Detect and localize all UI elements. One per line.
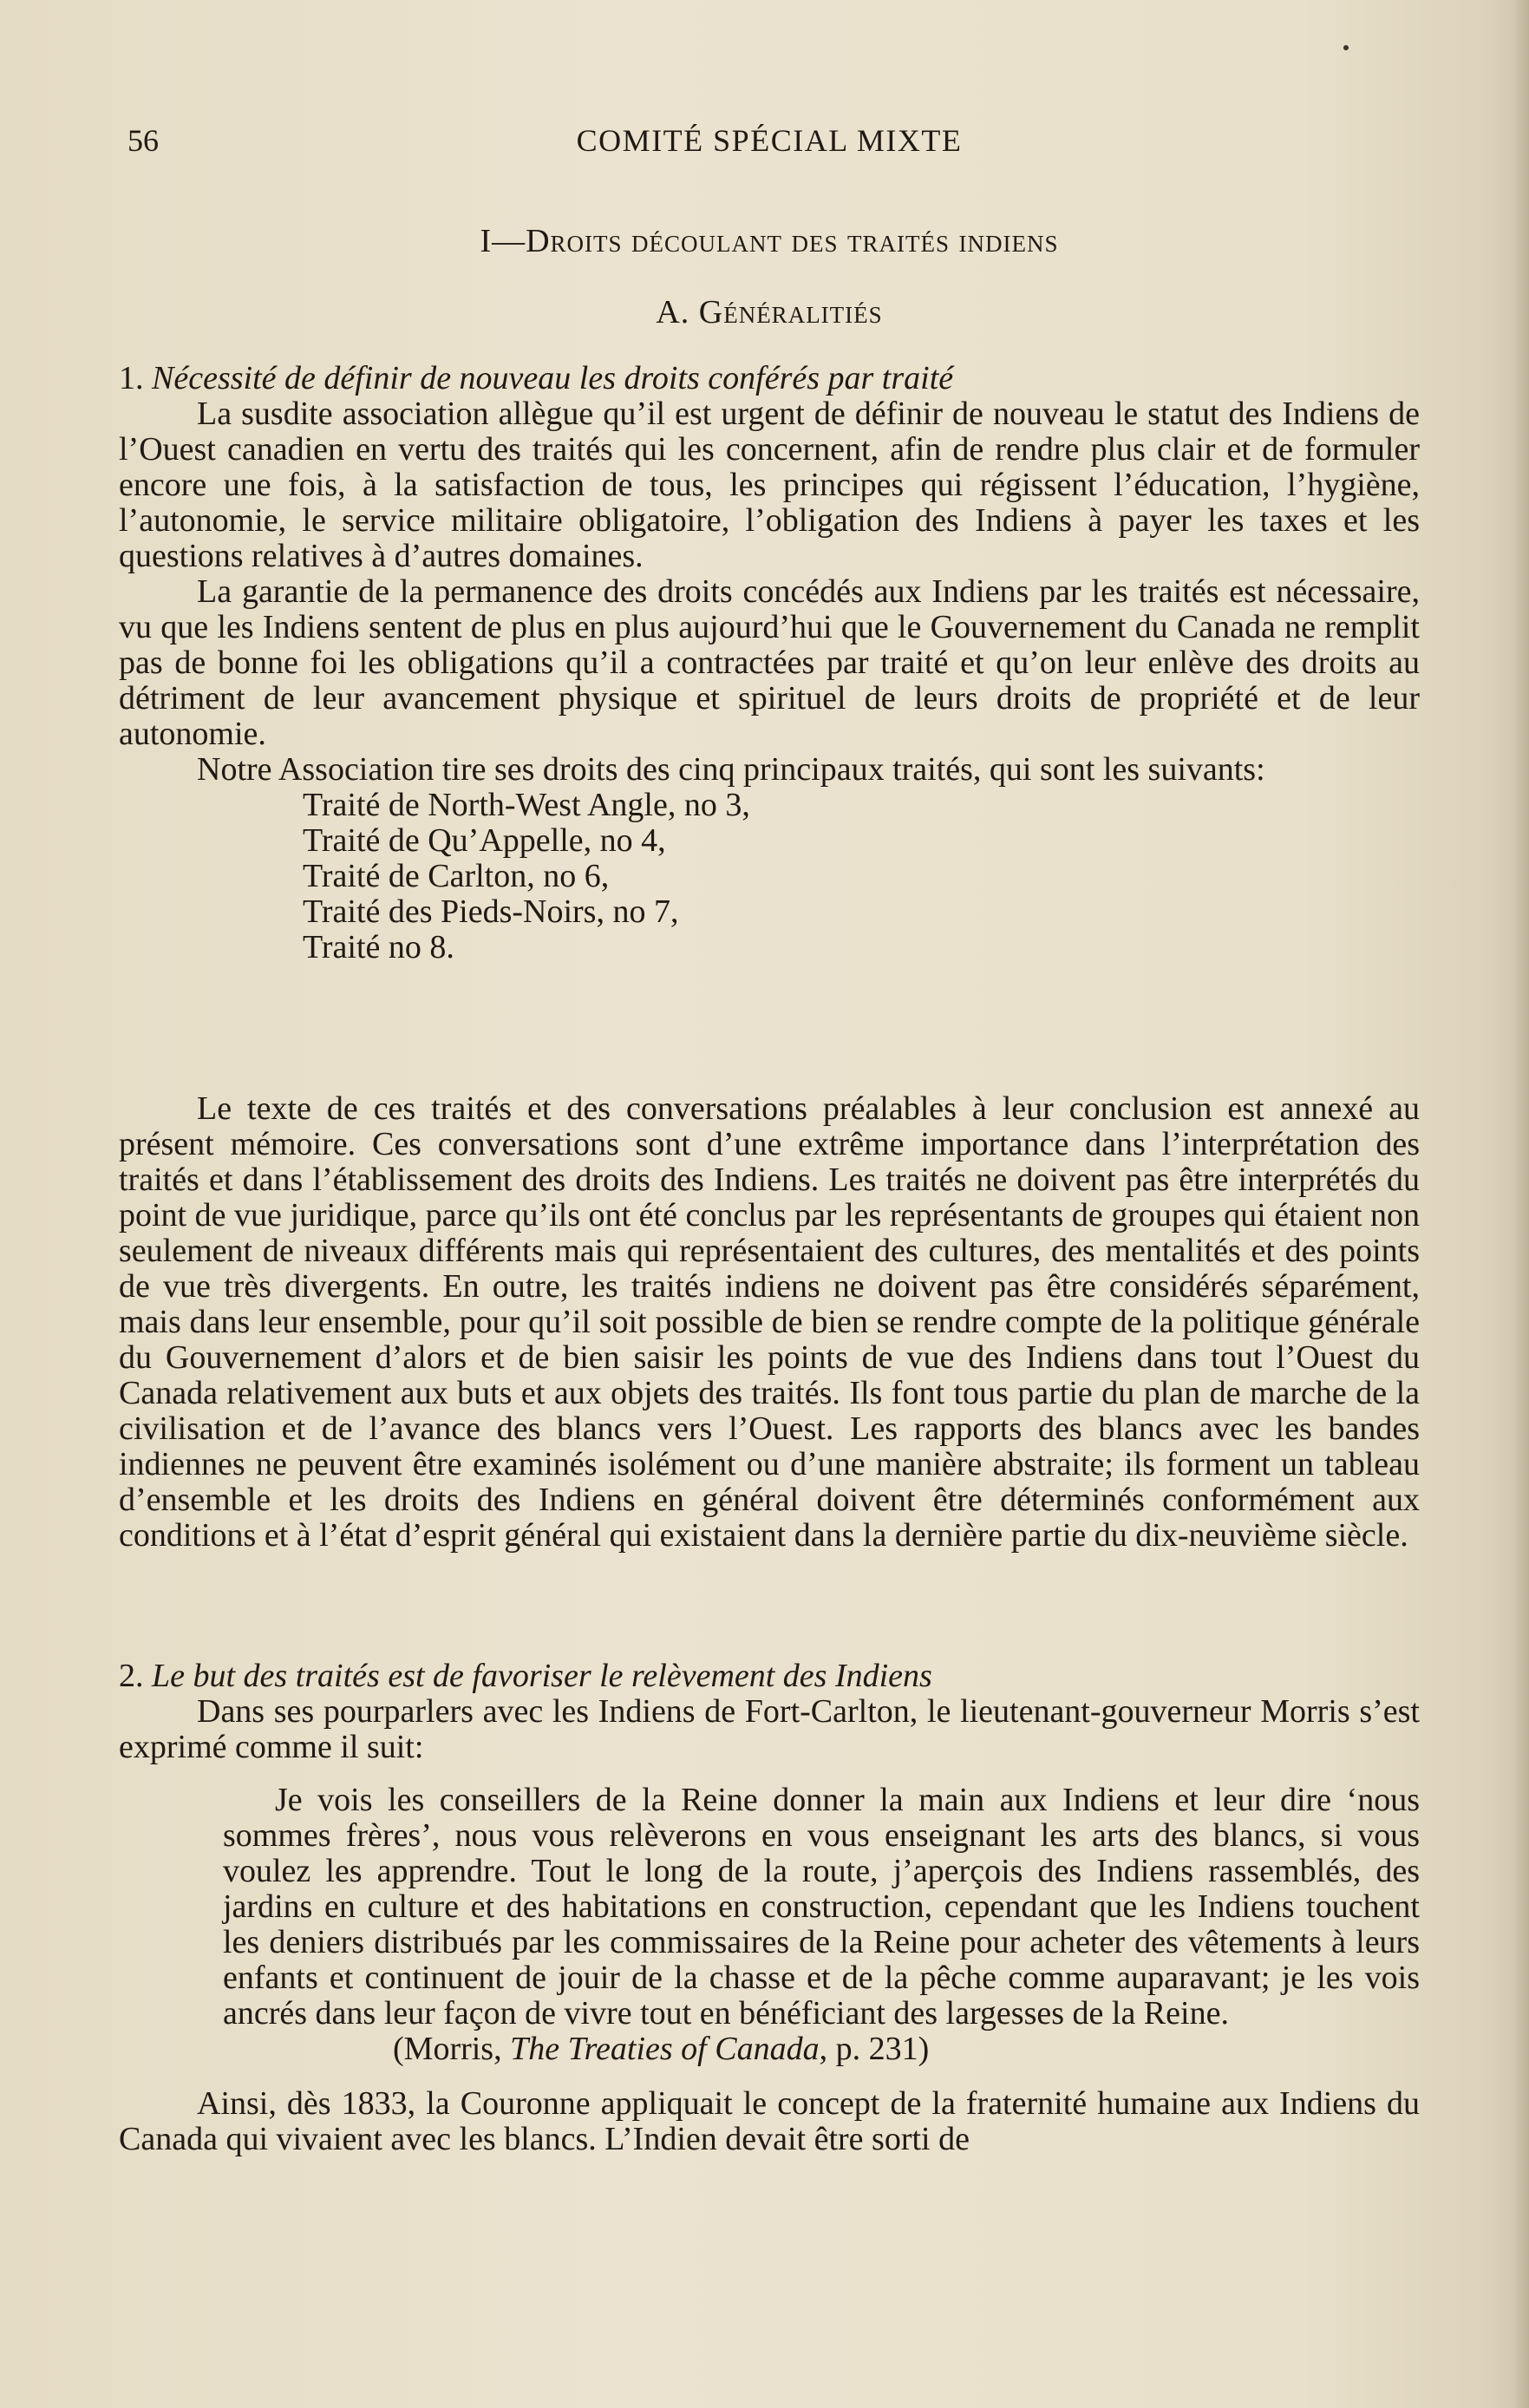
item-1-heading xyxy=(119,361,1420,396)
treaty-item: Traité de North-West Angle, no 3, xyxy=(303,787,750,823)
item-2-heading xyxy=(119,1659,1420,1694)
citation xyxy=(223,2032,1420,2067)
item-2-number: 2. xyxy=(119,1658,144,1694)
treaty-item: Traité de Qu’Appelle, no 4, xyxy=(303,822,666,859)
item-1-number: 1. xyxy=(119,360,144,396)
item-1-closing xyxy=(119,1091,1420,1554)
subheading: A. Généralitiés xyxy=(656,294,883,330)
item-1 xyxy=(119,361,1420,965)
running-title: COMITÉ SPÉCIAL MIXTE xyxy=(576,123,963,158)
paragraph: Dans ses pourparlers avec les Indiens de Fort-Carlton, le lieutenant-gouverneur Morris s’est exprimé comme il suit: xyxy=(119,1693,1420,1765)
paragraph: Le texte de ces traités et des conversations préalables à leur conclusion est annexé au présent mémoire. Ces conversations sont d’une extrême importance dans l’interprétation des traités et dans l’établissement des droits des Indiens. Les traités ne doivent pas être interprétés du point de vue juridique, parce qu’ils ont été conclus par les représentants de groupes qui étaient non seulement de niveaux différents mais qui représentaient des cultures, des mentalités et des points de vue très divergents. En outre, les traités indiens ne doivent pas être considérés séparément, mais dans leur ensemble, pour qu’il soit possible de bien se rendre compte de la politique générale du Gouvernement d’alors et de bien saisir les points de vue des Indiens dans tout l’Ouest du Canada relativement aux buts et aux objets des traités. Ils font tous partie du plan de marche de la civilisation et de l’avance des blancs vers l’Ouest. Les rapports des blancs avec les bandes indiennes ne peuvent être examinés isolément ou d’une manière abstraite; ils forment un tableau d’ensemble et les droits des Indiens en général doivent être déterminés conformément aux conditions et à l’état d’esprit général qui existaient dans la dernière partie du dix-neuvième siècle. xyxy=(119,1090,1420,1554)
citation-suffix: , p. 231) xyxy=(819,2031,930,2067)
item-2 xyxy=(119,1659,1420,2157)
running-header xyxy=(119,123,1420,165)
speck xyxy=(1343,45,1349,50)
paragraph: La garantie de la permanence des droits concédés aux Indiens par les traités est nécessaire, vu que les Indiens sentent de plus en plus aujourd’hui que le Gouvernement du Canada ne remplit pas de bonne foi les obligations qu’il a contractées par traité et qu’on leur enlève des droits au détriment de leur avancement physique et spirituel de leurs droits de propriété et de leur autonomie. xyxy=(119,573,1420,752)
paragraph: Notre Association tire ses droits des cinq principaux traités, qui sont les suivants: xyxy=(197,751,1265,788)
paragraph: Ainsi, dès 1833, la Couronne appliquait le concept de la fraternité humaine aux Indiens du Canada qui vivaient avec les blancs. L’Indien devait être sorti de xyxy=(119,2085,1420,2157)
paragraph: La susdite association allègue qu’il est urgent de définir de nouveau le statut des Indiens de l’Ouest canadien en vertu des traités qui les concernent, afin de rendre plus clair et de formuler encore une fois, à la satisfaction de tous, les principes qui régissent l’éducation, l’hygiène, l’autonomie, le service militaire obligatoire, l’obligation des Indiens à payer les taxes et les questions relatives à d’autres domaines. xyxy=(119,396,1420,574)
treaty-list xyxy=(119,788,1420,965)
block-quote xyxy=(119,1783,1420,2067)
item-1-title: Nécessité de définir de nouveau les droits conférés par traité xyxy=(152,360,954,396)
treaty-item: Traité no 8. xyxy=(303,929,454,965)
item-2-title: Le but des traités est de favoriser le relèvement des Indiens xyxy=(152,1658,932,1694)
citation-prefix: (Morris, xyxy=(393,2031,511,2067)
treaty-item: Traité de Carlton, no 6, xyxy=(303,858,610,894)
treaty-item: Traité des Pieds-Noirs, no 7, xyxy=(303,893,679,930)
quote-text: Je vois les conseillers de la Reine donner la main aux Indiens et leur dire ‘nous sommes frères’, nous vous relèverons en vous enseignant les arts des blancs, si vous voulez les apprendre. Tout le long de la route, j’aperçois des Indiens rassemblés, des jardins en culture et des habitations en construction, cependant que les Indiens touchent les deniers distribués par les commissaires de la Reine pour acheter des vêtements à leurs enfants et continuent de jouir de la chasse et de la pêche comme auparavant; je les vois ancrés dans leur façon de vivre tout en bénéficiant des largesses de la Reine. xyxy=(223,1782,1420,2032)
section-heading: I—Droits découlant des traités indiens xyxy=(480,223,1059,259)
page-number: 56 xyxy=(127,123,159,158)
citation-title: The Treaties of Canada xyxy=(510,2031,820,2067)
page-edge-shadow xyxy=(1513,0,1529,2408)
